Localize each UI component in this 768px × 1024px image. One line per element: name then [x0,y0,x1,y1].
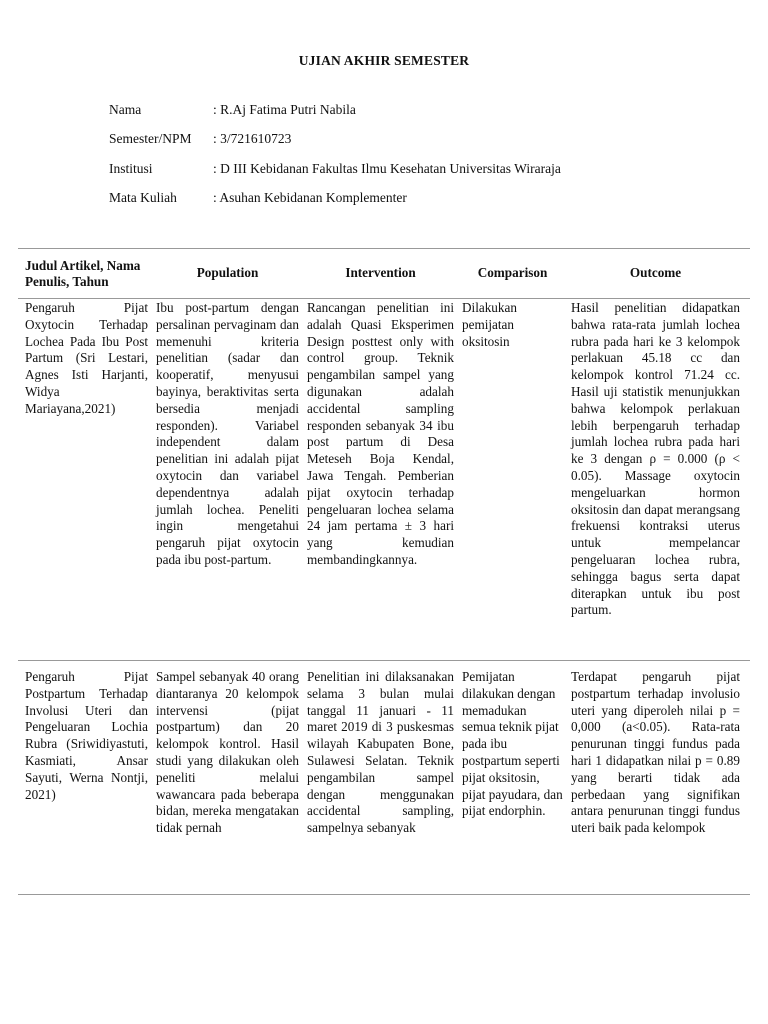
cell-article: Pengaruh Pijat Postpartum Terhadap Involusi Uteri dan Pengeluaran Lochia Rubra (Sriwidiyastuti, Kasmiati, Ansar Sayuti, Werna Nontji, 2021) [25,669,148,802]
header-population: Population [196,265,259,281]
cell-article: Pengaruh Pijat Oxytocin Terhadap Lochea Pada Ibu Post Partum (Sri Lestari, Agnes Isti Harjanti, Widya Mariayana,2021) [25,300,148,416]
table-row [18,661,750,895]
cell-population: Sampel sebanyak 40 orang diantaranya 20 kelompok intervensi (pijat postpartum) dan 20 kelompok kontrol. Hasil studi yang dilakukan oleh peneliti melalui wawancara pada beberapa bidan, mereka mengatakan tidak pernah [156,669,299,836]
cell-intervention: Penelitian ini dilaksanakan selama 3 bulan mulai tanggal 11 januari - 11 maret 2019 di 3 puskesmas wilayah Kabupaten Bone, Sulawesi Selatan. Teknik pengambilan sampel dengan menggunakan accidental sampling, sampelnya sebanyak [307,669,454,836]
identity-label: Institusi [109,160,153,176]
cell-comparison: Dilakukan pemijatan oksitosin [462,300,517,349]
identity-value: : R.Aj Fatima Putri Nabila [213,102,356,117]
identity-label: Mata Kuliah [109,189,177,205]
identity-row-semester-npm [109,131,561,160]
article-review-table [18,248,750,895]
identity-value: : 3/721610723 [213,131,292,147]
student-identity [109,102,561,219]
identity-row-mata-kuliah [109,190,561,219]
cell-outcome: Hasil penelitian didapatkan bahwa rata-rata jumlah lochea rubra pada hari ke 3 kelompok perlakuan 45.18 cc dan kelompok kontrol 71.24 cc. Hasil uji statistik menunjukkan bahwa kelompok perlakuan lebih berpengaruh terhadap jumlah lochea rubra pada hari ke 3 dengan ρ = 0.000 (ρ < 0.05). Massage oxytocin mengeluarkan hormon oksitosin dan dapat merangsang frekuensi kontraksi uterus untuk mempelancar pengeluaran lochea rubra, sehingga bagus serta dapat diterapkan untuk ibu post partum. [571,300,740,618]
identity-label: Nama [109,102,142,117]
cell-intervention: Rancangan penelitian ini adalah Quasi Eksperimen Design posttest only with control group. Teknik pengambilan sampel yang digunakan adalah accidental sampling responden sebanyak 34 ibu post partum di Desa Meteseh Boja Kendal, Jawa Tengah. Pemberian pijat oxytocin terhadap pengeluaran lochea selama 24 jam pertama ± 3 hari yang kemudian membandingkannya. [307,300,454,567]
header-comparison: Comparison [477,265,548,281]
cell-comparison: Pemijatan dilakukan dengan memadukan semua teknik pijat pada ibu postpartum seperti pijat oksitosin, pijat payudara, dan pijat endorphin. [462,669,563,819]
identity-row-name [109,102,561,131]
identity-value: : Asuhan Kebidanan Komplementer [213,189,407,205]
table-header-row [18,248,750,299]
cell-population: Ibu post-partum dengan persalinan pervaginam dan memenuhi kriteria penelitian (sadar dan kooperatif, menyusui bayinya, beraktivitas serta bersedia menjadi responden). Variabel independent dalam penelitian ini adalah pijat oxytocin dan variabel dependentnya adalah jumlah lochea. Peneliti ingin mengetahui pengaruh pijat oxytocin pada ibu post-partum. [156,300,299,567]
header-outcome: Outcome [629,265,682,281]
header-article: Judul Artikel, Nama Penulis, Tahun [25,258,141,289]
cell-outcome: Terdapat pengaruh pijat postpartum terhadap involusio uteri yang diperoleh nilai p = 0,000 (a<0.05). Rata-rata penurunan tinggi fundus pada hari 1 didapatkan nilai p = 0.89 yang berarti tidak ada perbedaan yang signifikan antara penurunan tinggi fundus uteri baik pada kelompok [571,669,740,836]
table-row [18,299,750,661]
page-title: UJIAN AKHIR SEMESTER [298,53,470,68]
header-intervention: Intervention [345,265,416,281]
identity-label: Semester/NPM [109,131,192,147]
identity-value: : D III Kebidanan Fakultas Ilmu Kesehatan Universitas Wiraraja [213,160,561,176]
identity-row-institusi [109,161,561,190]
